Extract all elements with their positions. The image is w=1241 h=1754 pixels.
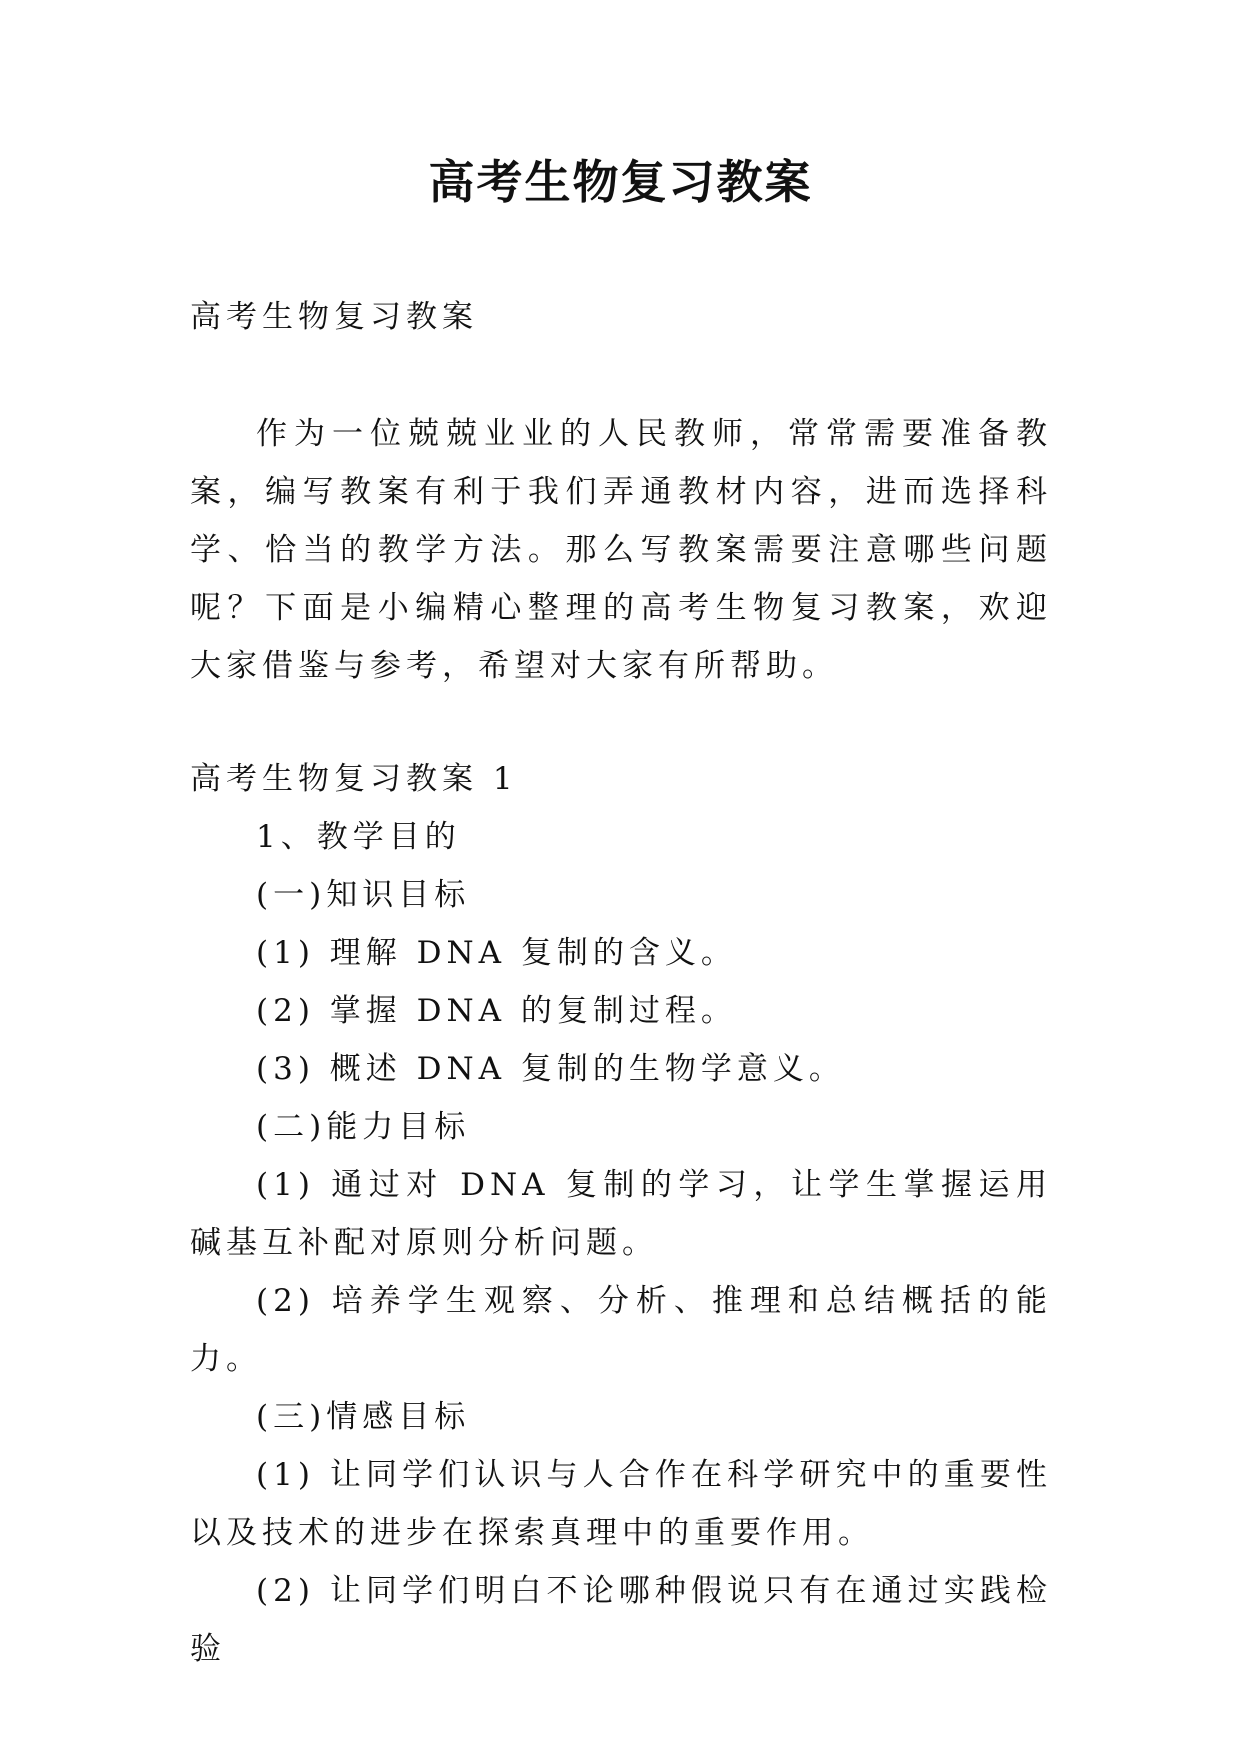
list-item: (2) 让同学们明白不论哪种假说只有在通过实践检验 <box>190 1573 1052 1667</box>
list-item: (2) 掌握 DNA 的复制过程。 <box>256 993 737 1029</box>
list-item: (2) 培养学生观察、分析、推理和总结概括的能力。 <box>190 1283 1052 1377</box>
list-item: (二)能力目标 <box>256 1109 471 1145</box>
list-item: (一)知识目标 <box>256 877 471 913</box>
list-item: (1) 让同学们认识与人合作在科学研究中的重要性以及技术的进步在探索真理中的重要作用。 <box>190 1457 1052 1551</box>
section-1 <box>190 750 1052 1678</box>
list-item: (三)情感目标 <box>256 1399 471 1435</box>
intro-paragraph: 作为一位兢兢业业的人民教师，常常需要准备教案，编写教案有利于我们弄通教材内容，进而选择科学、恰当的教学方法。那么写教案需要注意哪些问题呢？下面是小编精心整理的高考生物复习教案，欢迎大家借鉴与参考，希望对大家有所帮助。 <box>190 416 1052 684</box>
list-item: (1) 通过对 DNA 复制的学习，让学生掌握运用碱基互补配对原则分析问题。 <box>190 1167 1052 1261</box>
document-title: 高考生物复习教案 <box>428 155 813 209</box>
document-subtitle: 高考生物复习教案 <box>190 299 478 335</box>
list-item: (3) 概述 DNA 复制的生物学意义。 <box>256 1051 845 1087</box>
section-heading: 高考生物复习教案 1 <box>190 761 518 797</box>
list-item: (1) 理解 DNA 复制的含义。 <box>256 935 737 971</box>
list-item: 1、教学目的 <box>256 819 461 855</box>
